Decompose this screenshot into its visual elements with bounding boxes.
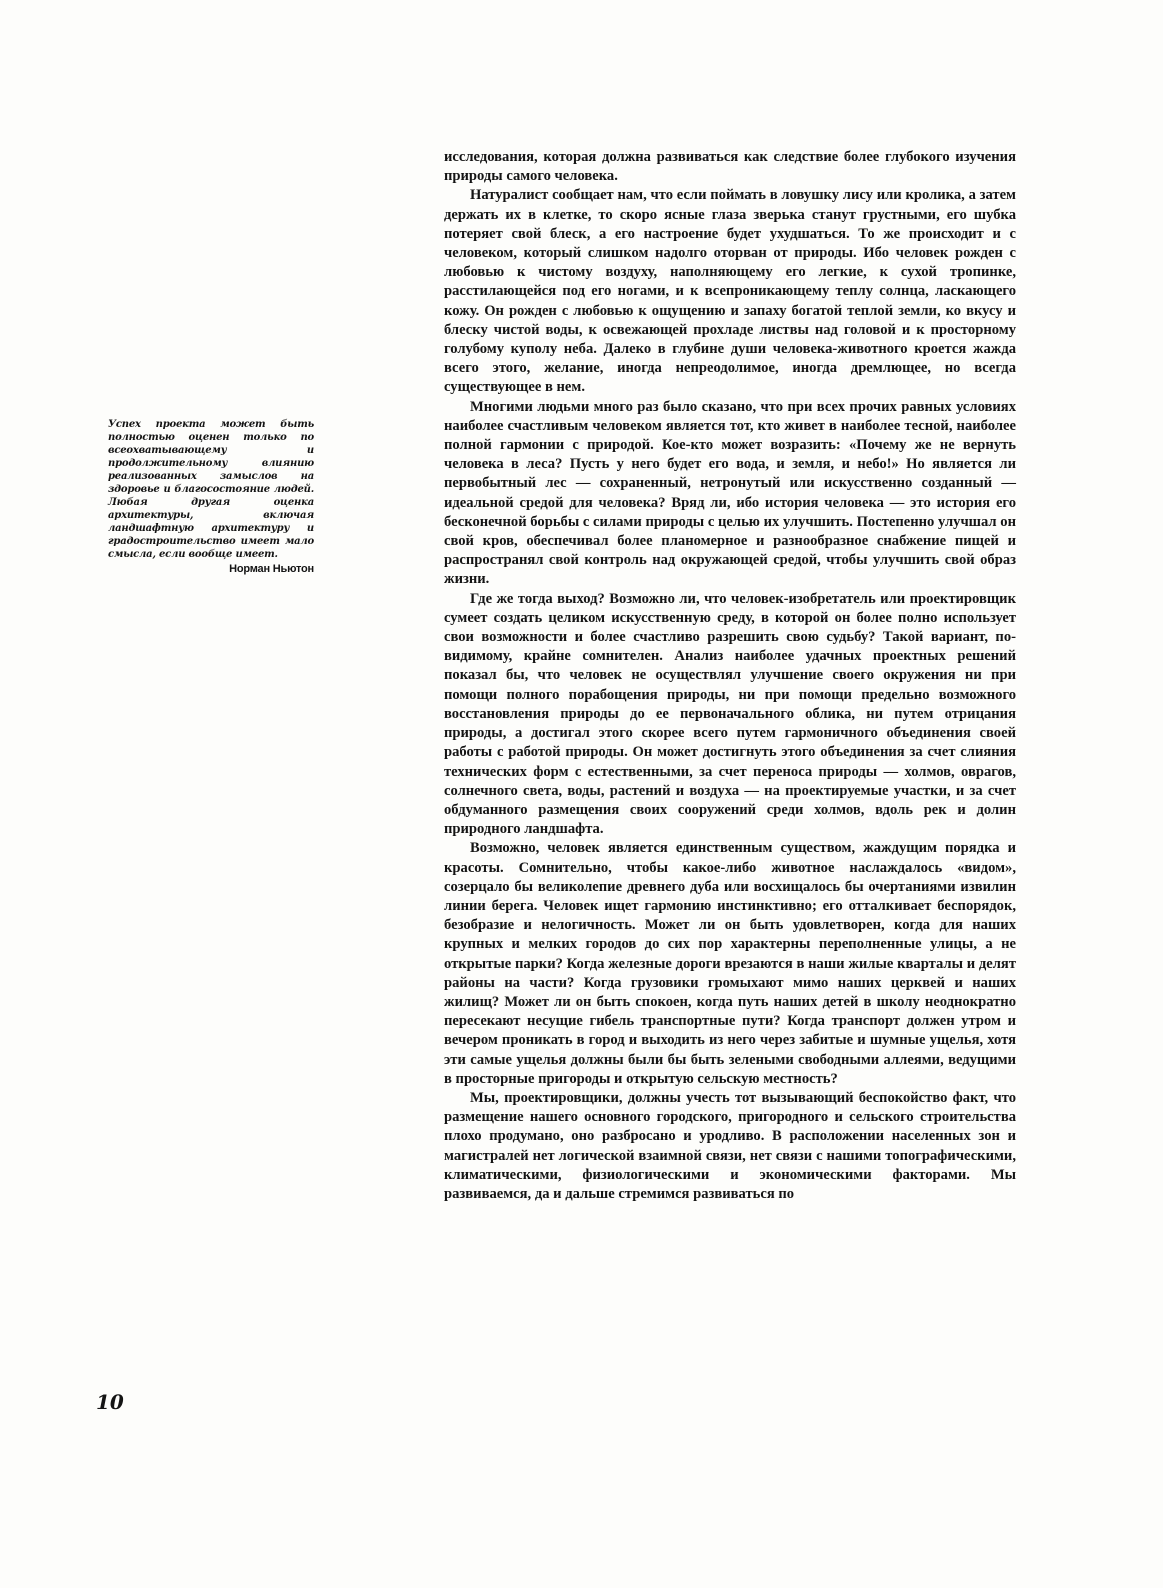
epigraph-text: Успех проекта может быть полностью оценен только по всеохватывающему и продолжительному влиянию реализованных замыслов на здоровье и благосостояние людей. Любая другая оценка архитектуры, включая ландшафтную архитектуру и градостроительство имеет мало смысла, если вообще имеет. — [108, 419, 314, 560]
epigraph-quote — [108, 418, 314, 576]
paragraph: Многими людьми много раз было сказано, что при всех прочих равных условиях наиболее счастливым человеком является тот, кто живет в наиболее тесной, наиболее полной гармонии с природой. Кое-кто может возразить: «Почему же не вернуть человека в леса? Пусть у него будет его вода, и земля, и небо!» Но является ли первобытный лес — сохраненный, нетронутый или искусственно созданный — идеальной средой для человека? Вряд ли, ибо история человека — это история его бесконечной борьбы с силами природы с целью их улучшить. Постепенно улучшал он свой кров, обеспечивал более планомерное и разнообразное снабжение пищей и распространял свой контроль над окружающей средой, чтобы улучшить свой образ жизни. — [444, 398, 1016, 588]
page-number: 10 — [96, 1390, 124, 1414]
paragraph: Где же тогда выход? Возможно ли, что человек-изобретатель или проектировщик сумеет создать целиком искусственную среду, в которой он более полно использует свои возможности и более счастливо разрешить свою судьбу? Такой вариант, по-видимому, крайне сомнителен. Анализ наиболее удачных проектных решений показал бы, что человек не осуществлял улучшение своего окружения ни при помощи полного порабощения природы, ни при помощи предельно возможного восстановления природы до ее первоначального облика, ни путем отрицания природы, а достигал этого скорее всего путем гармоничного объединения своей работы с работой природы. Он может достигнуть этого объединения за счет слияния технических форм с естественными, за счет переноса природы — холмов, оврагов, солнечного света, воды, растений и воздуха — на проектируемые участки, и за счет обдуманного размещения своих сооружений среди холмов, вдоль рек и долин природного ландшафта. — [444, 590, 1016, 838]
paragraph: Мы, проектировщики, должны учесть тот вызывающий беспокойство факт, что размещение нашего основного городского, пригородного и сельского строительства плохо продумано, оно разбросано и уродливо. В расположении населенных зон и магистралей нет логической взаимной связи, нет связи с нашими топографическими, климатическими, физиологическими и экономическими факторами. Мы развиваемся, да и дальше стремимся развиваться по — [444, 1089, 1016, 1202]
paragraph: исследования, которая должна развиваться как следствие более глубокого изучения природы самого человека. — [444, 149, 1016, 185]
paragraph: Возможно, человек является единственным существом, жаждущим порядка и красоты. Сомнительно, чтобы какое-либо животное наслаждалось «видом», созерцало бы великолепие древнего дуба или восхищалось бы очертаниями извилин линии берега. Человек ищет гармонию инстинктивно; его отталкивает беспорядок, безобразие и нелогичность. Может ли он быть удовлетворен, когда для наших крупных и мелких городов до сих пор характерны переполненные улицы, а не открытые парки? Когда железные дороги врезаются в наши жилые кварталы и делят районы на части? Когда грузовики громыхают мимо наших церквей и наших жилищ? Может ли он быть спокоен, когда путь наших детей в школу неоднократно пересекают несущие гибель транспортные пути? Когда транспорт должен утром и вечером проникать в город и выходить из него через забитые и шумные ущелья, хотя эти самые ущелья должны были бы быть зелеными свободными аллеями, ведущими в просторные пригороды и открытую сельскую местность? — [444, 840, 1016, 1087]
paragraph: Натуралист сообщает нам, что если поймать в ловушку лису или кролика, а затем держать их в клетке, то скоро ясные глаза зверька станут грустными, его шубка потеряет свой блеск, а его настроение будет ухудшаться. То же происходит и с человеком, который слишком надолго оторван от природы. Ибо человек рожден с любовью к чистому воздуху, наполняющему его легкие, к сухой тропинке, расстилающейся под его ногами, и к всепроникающему теплу солнца, ласкающего кожу. Он рожден с любовью к ощущению и запаху богатой теплой земли, ко вкусу и блеску чистой воды, к освежающей прохладе листвы над головой и к просторному голубому куполу неба. Далеко в глубине души человека-животного кроется жажда всего этого, желание, иногда непреодолимое, иногда дремлющее, но всегда существующее в нем. — [444, 187, 1016, 396]
article-body — [444, 148, 1016, 1204]
epigraph-author: Норман Ньютон — [229, 563, 314, 575]
